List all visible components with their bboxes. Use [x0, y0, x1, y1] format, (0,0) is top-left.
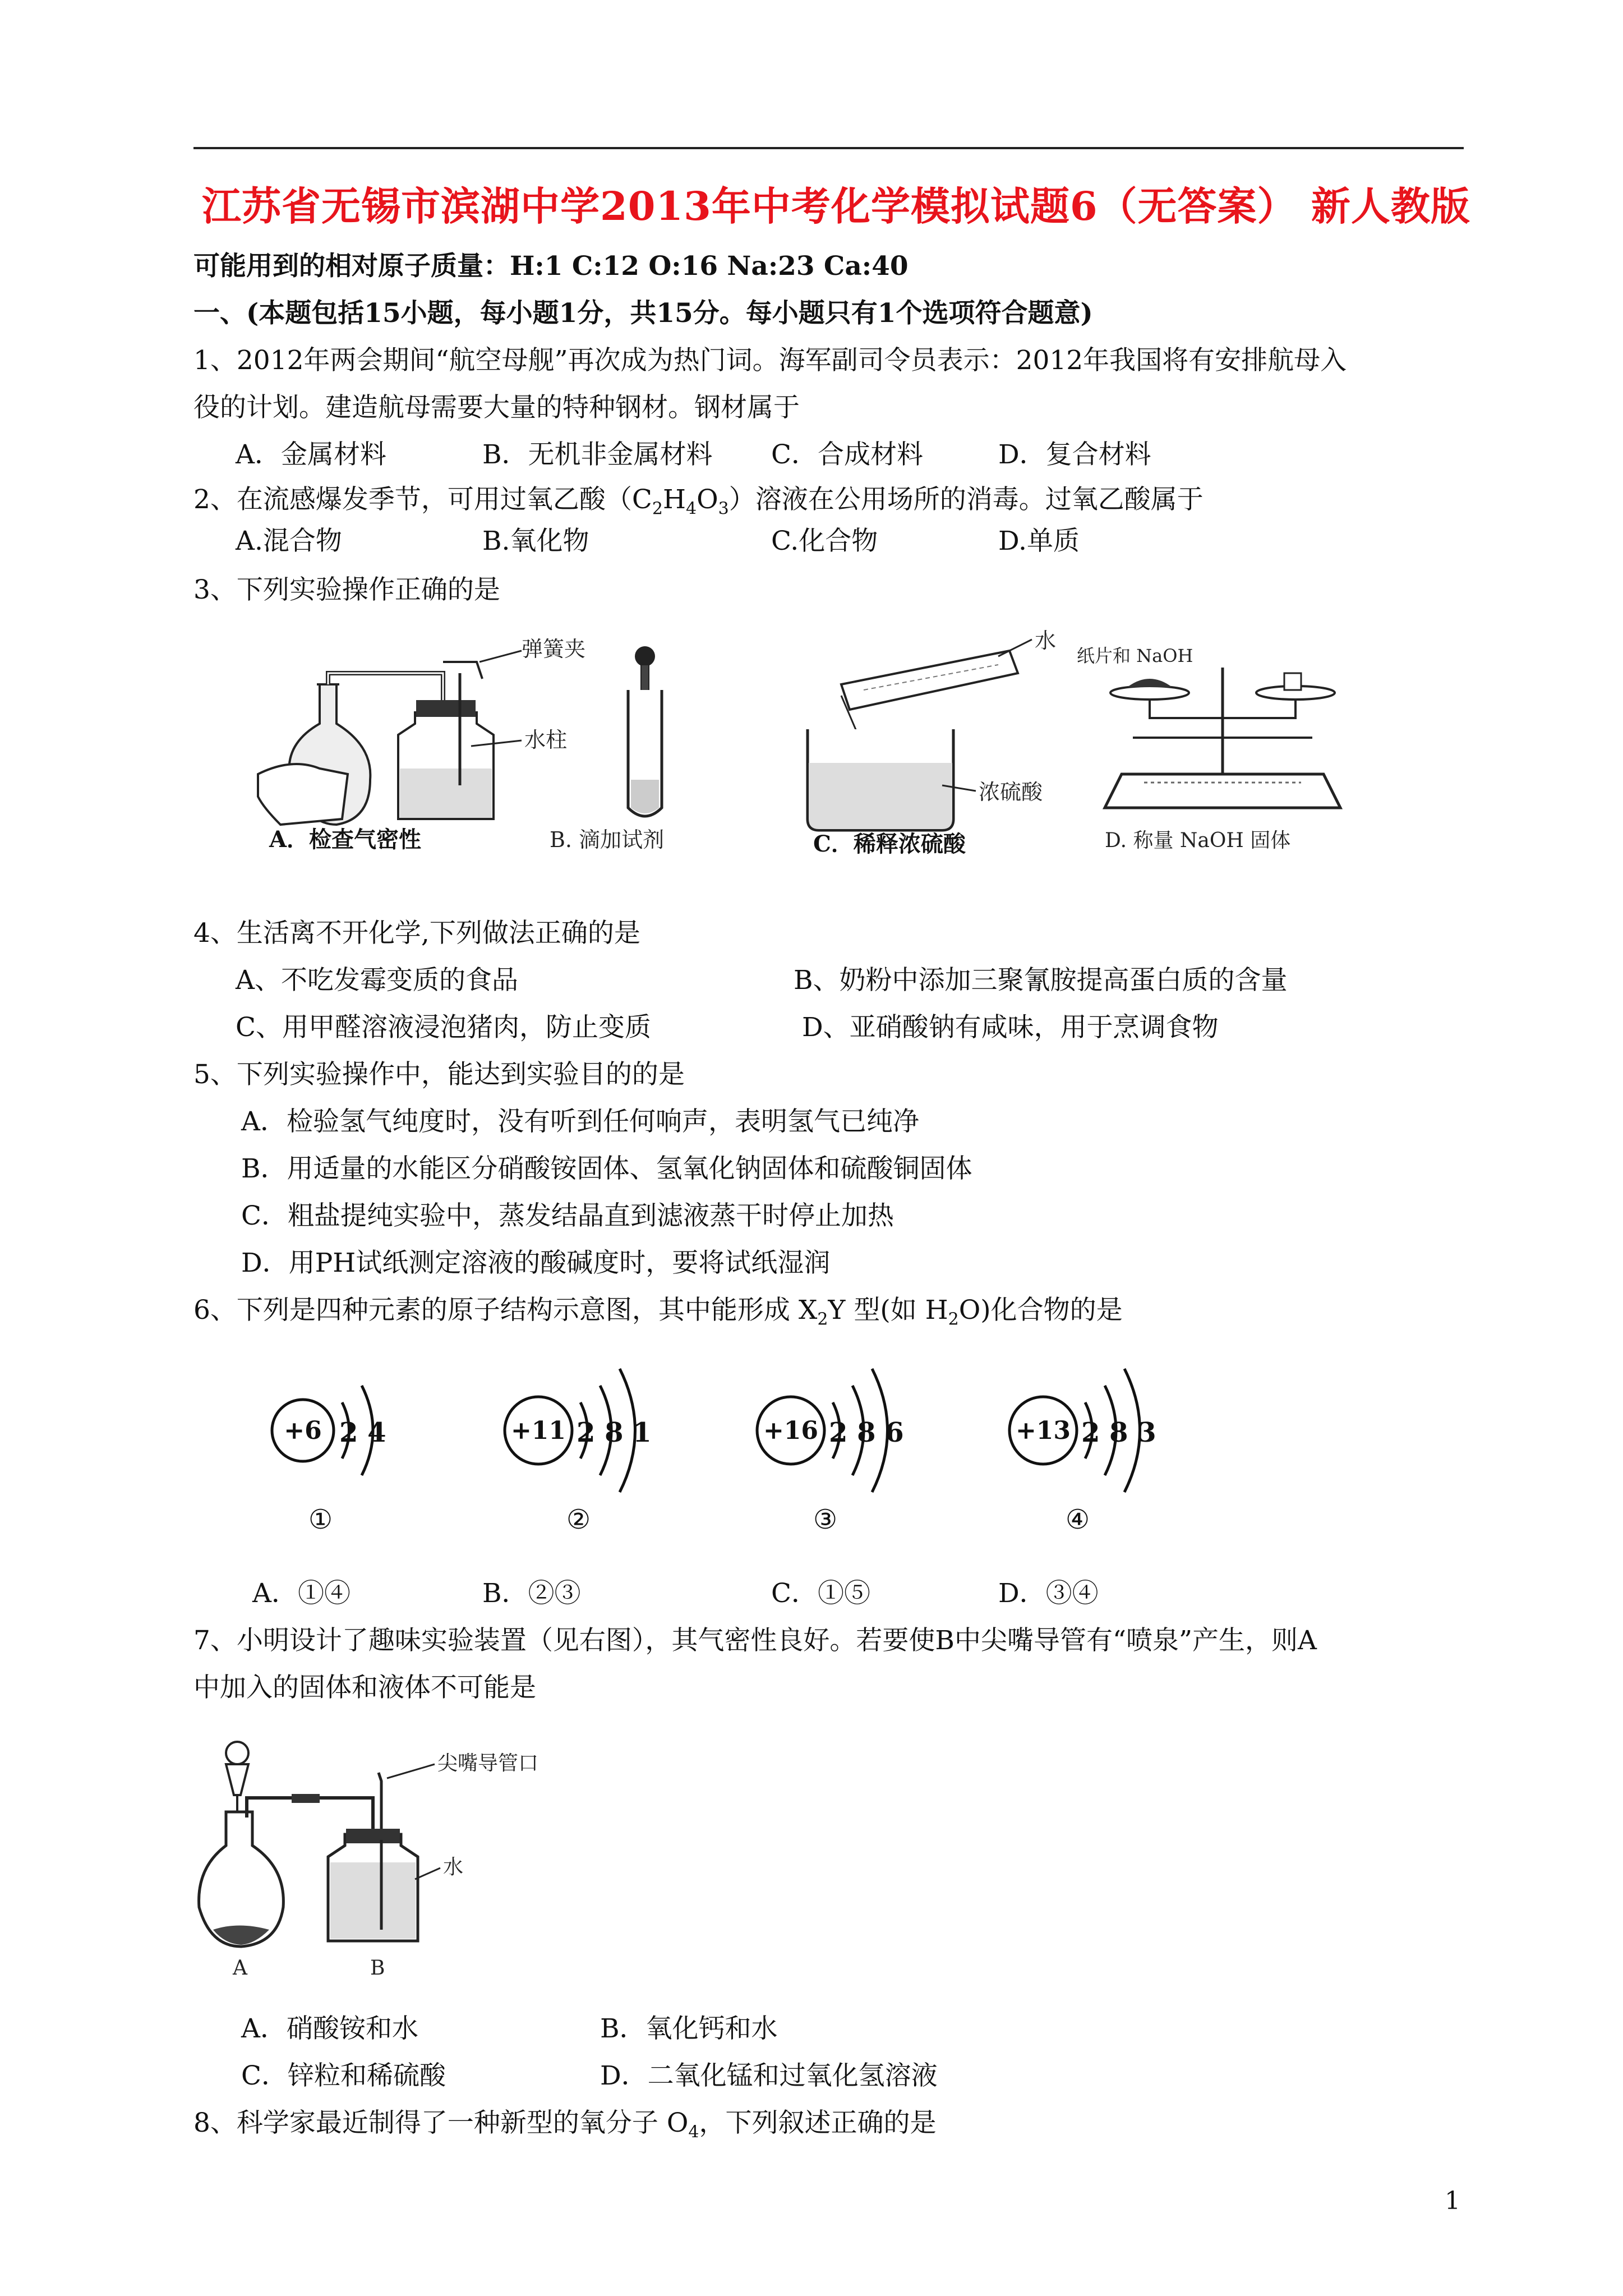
- fig-dilute-acid: [796, 628, 1060, 857]
- atom-3-shells: 2 8 6: [829, 1417, 904, 1448]
- q6-option-c: C．①⑤: [771, 1578, 870, 1609]
- q5-option-b: B．用适量的水能区分硝酸铵固体、氢氧化钠固体和硫酸铜固体: [241, 1153, 972, 1184]
- q1-line2: 役的计划。建造航母需要大量的特种钢材。钢材属于: [193, 392, 800, 423]
- q7-line2: 中加入的固体和液体不可能是: [193, 1672, 536, 1703]
- fig-label-b: B: [370, 1957, 385, 1980]
- q5-option-d: D．用PH试纸测定溶液的酸碱度时，要将试纸湿润: [241, 1248, 831, 1278]
- q7-option-d: D．二氧化锰和过氧化氢溶液: [600, 2060, 938, 2091]
- fig-add-reagent: [550, 639, 735, 853]
- q4-text: 4、生活离不开化学,下列做法正确的是: [193, 918, 640, 949]
- atom-3-index: ③: [813, 1504, 838, 1535]
- q1-option-c: C．合成材料: [771, 439, 923, 470]
- fig-label-a: A: [233, 1957, 247, 1980]
- fig-weigh-naoh: [1077, 639, 1385, 853]
- atom-2-index: ②: [566, 1504, 591, 1535]
- q1-option-b: B．无机非金属材料: [482, 439, 713, 470]
- fig-c-acid-label: 浓硫酸: [979, 780, 1043, 804]
- fig-a-clip-label: 弹簧夹: [522, 637, 586, 661]
- q4-option-c: C、用甲醛溶液浸泡猪肉，防止变质: [236, 1012, 651, 1043]
- q7-option-b: B．氧化钙和水: [600, 2013, 778, 2044]
- fig-c-water-label: 水: [1035, 628, 1057, 653]
- q1-option-d: D．复合材料: [998, 439, 1151, 470]
- q7-line1: 7、小明设计了趣味实验装置（见右图），其气密性良好。若要使B中尖嘴导管有“喷泉”产生，则A: [193, 1625, 1317, 1656]
- fig-nozzle-label: 尖嘴导管口: [437, 1752, 539, 1775]
- q1-line1: 1、2012年两会期间“航空母舰”再次成为热门词。海军副司令员表示：2012年我国将有安排航母入: [193, 345, 1347, 376]
- atom-3-nucleus: +16: [763, 1416, 819, 1445]
- q7-option-c: C．锌粒和稀硫酸: [241, 2060, 446, 2091]
- q1-option-a: A．金属材料: [236, 439, 386, 470]
- atom-4-shells: 2 8 3: [1081, 1417, 1156, 1448]
- atom-1-nucleus: +6: [284, 1416, 322, 1445]
- fig-a-caption: A．检查气密性: [269, 826, 422, 853]
- q8-text: 8、科学家最近制得了一种新型的氧分子 $O_4$，下列叙述正确的是: [193, 2108, 937, 2142]
- q6-option-b: B．②③: [482, 1578, 581, 1609]
- atom-2-shells: 2 8 1: [577, 1417, 652, 1448]
- header-rule: [193, 147, 1464, 149]
- fig-fountain-apparatus: [193, 1728, 539, 1980]
- atom-2-nucleus: +11: [510, 1416, 566, 1445]
- fig-d-caption: D. 称量 NaOH 固体: [1105, 829, 1291, 852]
- q2-option-b: B.氧化物: [482, 526, 589, 556]
- atom-diagram-2: [494, 1358, 684, 1543]
- q7-option-a: A．硝酸铵和水: [241, 2013, 418, 2044]
- q4-option-d: D、亚硝酸钠有咸味，用于烹调食物: [802, 1012, 1219, 1043]
- atom-diagram-1: [264, 1358, 432, 1543]
- atom-1-index: ①: [308, 1504, 333, 1535]
- q5-text: 5、下列实验操作中，能达到实验目的的是: [193, 1059, 685, 1090]
- fig-b-caption: B. 滴加试剂: [550, 827, 665, 852]
- q3-text: 3、下列实验操作正确的是: [193, 574, 500, 605]
- q4-option-b: B、奶粉中添加三聚氰胺提高蛋白质的含量: [794, 965, 1288, 996]
- page-number: 1: [1445, 2187, 1460, 2215]
- q4-option-a: A、不吃发霉变质的食品: [236, 965, 518, 996]
- q5-option-c: C．粗盐提纯实验中，蒸发结晶直到滤液蒸干时停止加热: [241, 1200, 894, 1231]
- atom-diagram-4: [998, 1358, 1189, 1543]
- q6-option-d: D．③④: [998, 1578, 1099, 1609]
- q6-option-a: A．①④: [252, 1578, 351, 1609]
- q2-option-c: C.化合物: [771, 526, 878, 556]
- q2-option-a: A.混合物: [236, 526, 342, 556]
- q2-option-d: D.单质: [998, 526, 1080, 556]
- atomic-masses: 可能用到的相对原子质量：H:1 C:12 O:16 Na:23 Ca:40: [193, 251, 909, 282]
- atom-1-shells: 2 4: [339, 1417, 386, 1448]
- section-heading: 一、(本题包括15小题，每小题1分，共15分。每小题只有1个选项符合题意): [193, 298, 1093, 329]
- fig-c-caption: C．稀释浓硫酸: [813, 831, 966, 857]
- atom-diagram-3: [746, 1358, 937, 1543]
- atom-4-nucleus: +13: [1015, 1416, 1071, 1445]
- fig-d-paper-label: 纸片和 NaOH: [1077, 645, 1193, 666]
- q6-text: 6、下列是四种元素的原子结构示意图，其中能形成 $X_2Y$ 型(如 $H_2O$)化合物的是: [193, 1295, 1123, 1329]
- page-title: 江苏省无锡市滨湖中学2013年中考化学模拟试题6（无答案） 新人教版: [202, 183, 1470, 229]
- fig-water-label: 水: [443, 1856, 464, 1879]
- q2-text: 2、在流感爆发季节，可用过氧乙酸$(C_2H_4O_3)$溶液在公用场所的消毒。过氧乙酸属于: [193, 484, 1204, 519]
- atom-4-index: ④: [1066, 1504, 1090, 1535]
- fig-airtightness-check: [258, 637, 586, 853]
- fig-a-water-label: 水柱: [524, 728, 568, 752]
- q5-option-a: A．检验氢气纯度时，没有听到任何响声，表明氢气已纯净: [241, 1106, 919, 1137]
